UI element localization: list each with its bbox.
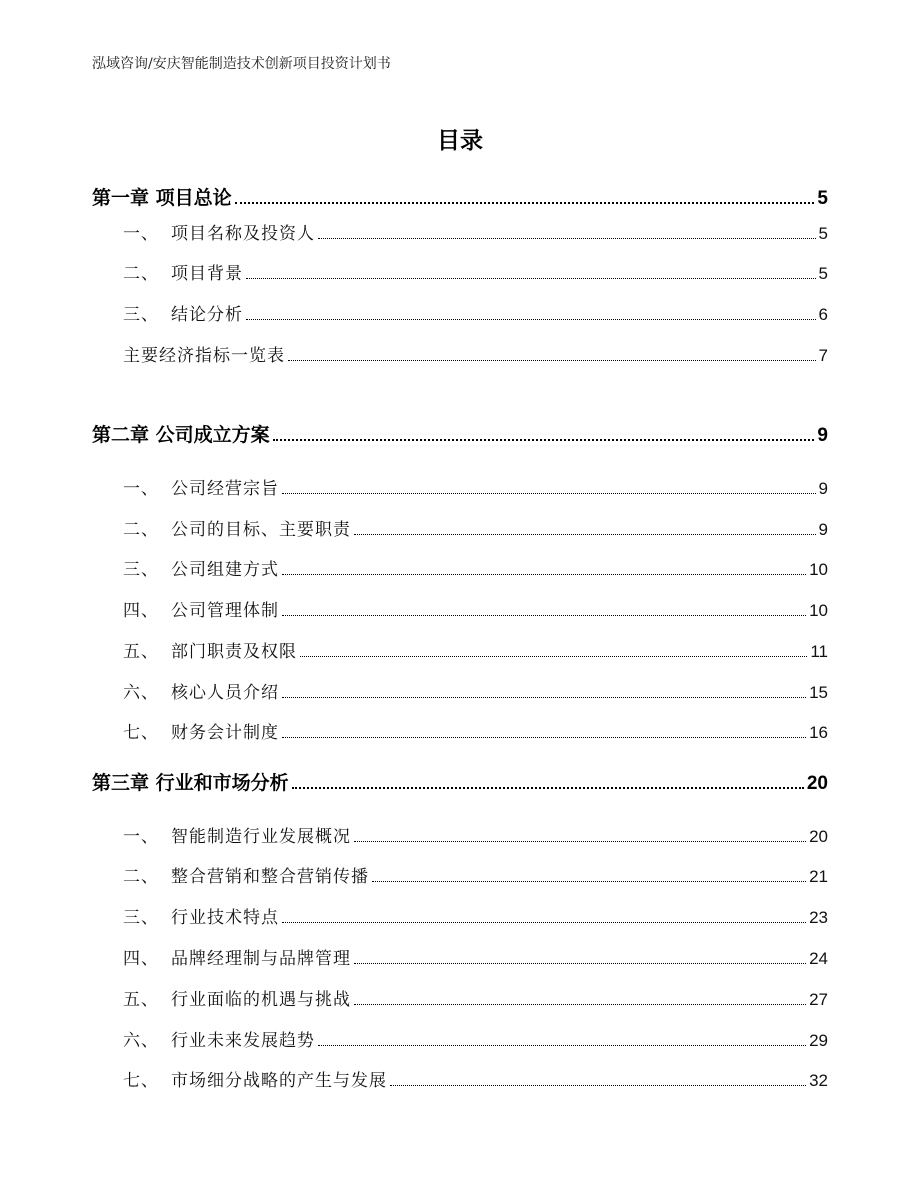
toc-entry-label: 公司的目标、主要职责	[171, 520, 351, 540]
toc-entry-label: 主要经济指标一览表	[123, 346, 285, 366]
toc-page-number: 27	[809, 990, 828, 1009]
toc-page-number: 9	[817, 425, 828, 446]
dot-leader	[288, 359, 816, 361]
toc-entry-label: 整合营销和整合营销传播	[171, 867, 369, 887]
toc-entry-number: 七、	[123, 723, 159, 743]
toc-entry-label: 行业面临的机遇与挑战	[171, 990, 351, 1010]
toc-page-number: 20	[809, 827, 828, 846]
toc-entry-number: 三、	[123, 305, 159, 325]
dot-leader	[390, 1084, 806, 1086]
dot-leader	[282, 573, 806, 575]
toc-page-number: 16	[809, 723, 828, 742]
toc-entry-label: 行业技术特点	[171, 908, 279, 928]
toc-entry-number: 四、	[123, 949, 159, 969]
dot-leader	[372, 880, 806, 882]
dot-leader	[282, 696, 806, 698]
toc-section-entry[interactable]	[123, 718, 828, 743]
toc-entry-label: 品牌经理制与品牌管理	[171, 949, 351, 969]
toc-page-number: 7	[818, 346, 828, 365]
toc-section-entry[interactable]	[123, 259, 828, 284]
toc-entry-label: 结论分析	[171, 305, 243, 325]
dot-leader	[282, 492, 816, 494]
toc-page-number: 21	[809, 867, 828, 886]
toc-page-number: 15	[809, 683, 828, 702]
toc-entry-number: 二、	[123, 867, 159, 887]
toc-section-entry[interactable]	[123, 474, 828, 499]
toc-section-entry[interactable]	[123, 555, 828, 580]
toc-entry-label: 第三章 行业和市场分析	[92, 772, 289, 794]
toc-section-entry[interactable]	[123, 637, 828, 662]
dot-leader	[354, 840, 806, 842]
toc-page-number: 32	[809, 1071, 828, 1090]
toc-entry-label: 第二章 公司成立方案	[92, 424, 270, 446]
toc-entry-label: 公司管理体制	[171, 601, 279, 621]
toc-page-number: 29	[809, 1031, 828, 1050]
page-header: 泓域咨询/安庆智能制造技术创新项目投资计划书	[92, 56, 391, 72]
toc-section-entry[interactable]	[123, 822, 828, 847]
toc-page-number: 10	[809, 560, 828, 579]
toc-entry-label: 公司经营宗旨	[171, 479, 279, 499]
toc-section-entry[interactable]	[123, 219, 828, 244]
toc-entry-number: 一、	[123, 224, 159, 244]
toc-page-number: 5	[818, 264, 828, 283]
toc-section-entry[interactable]	[123, 903, 828, 928]
dot-leader	[300, 655, 807, 657]
toc-page-number: 11	[810, 642, 828, 661]
toc-entry-label: 第一章 项目总论	[92, 187, 232, 209]
toc-page-number: 9	[818, 479, 828, 498]
toc-section-entry[interactable]	[123, 341, 828, 366]
toc-page-number: 9	[818, 520, 828, 539]
toc-title: 目录	[437, 128, 483, 154]
dot-leader	[282, 921, 806, 923]
toc-section-entry[interactable]	[123, 1066, 828, 1091]
toc-section-entry[interactable]	[123, 944, 828, 969]
toc-entry-label: 市场细分战略的产生与发展	[171, 1071, 387, 1091]
toc-entry-number: 三、	[123, 908, 159, 928]
toc-entry-label: 部门职责及权限	[171, 642, 297, 662]
toc-entry-number: 二、	[123, 520, 159, 540]
dot-leader	[282, 736, 806, 738]
toc-entry-number: 六、	[123, 683, 159, 703]
toc-section-entry[interactable]	[123, 596, 828, 621]
toc-entry-number: 七、	[123, 1071, 159, 1091]
toc-page-number: 10	[809, 601, 828, 620]
toc-chapter-entry[interactable]	[92, 183, 828, 210]
toc-entry-number: 五、	[123, 990, 159, 1010]
toc-entry-number: 五、	[123, 642, 159, 662]
toc-page-number: 5	[817, 188, 828, 209]
toc-entry-number: 三、	[123, 560, 159, 580]
toc-entry-label: 核心人员介绍	[171, 683, 279, 703]
toc-section-entry[interactable]	[123, 300, 828, 325]
toc-entry-label: 项目名称及投资人	[171, 224, 315, 244]
dot-leader	[318, 1044, 806, 1046]
dot-leader	[273, 438, 815, 441]
toc-entry-label: 项目背景	[171, 264, 243, 284]
toc-entry-label: 公司组建方式	[171, 560, 279, 580]
toc-entry-number: 一、	[123, 479, 159, 499]
toc-section-entry[interactable]	[123, 1026, 828, 1051]
dot-leader	[246, 277, 816, 279]
toc-section-entry[interactable]	[123, 862, 828, 887]
dot-leader	[354, 1003, 806, 1005]
toc-page-number: 6	[818, 305, 828, 324]
toc-page-number: 23	[809, 908, 828, 927]
toc-page-number: 5	[818, 224, 828, 243]
dot-leader	[292, 786, 804, 789]
toc-section-entry[interactable]	[123, 678, 828, 703]
toc-chapter-entry[interactable]	[92, 768, 828, 795]
toc-entry-number: 六、	[123, 1031, 159, 1051]
dot-leader	[354, 962, 806, 964]
toc-section-entry[interactable]	[123, 985, 828, 1010]
dot-leader	[318, 237, 816, 239]
toc-entry-number: 一、	[123, 827, 159, 847]
dot-leader	[235, 201, 815, 204]
toc-page-number: 20	[806, 773, 828, 794]
toc-page-number: 24	[809, 949, 828, 968]
toc-entry-label: 行业未来发展趋势	[171, 1031, 315, 1051]
toc-section-entry[interactable]	[123, 515, 828, 540]
toc-entry-number: 二、	[123, 264, 159, 284]
toc-entry-label: 财务会计制度	[171, 723, 279, 743]
dot-leader	[354, 533, 816, 535]
toc-entry-number: 四、	[123, 601, 159, 621]
toc-chapter-entry[interactable]	[92, 420, 828, 447]
dot-leader	[246, 318, 816, 320]
toc-entry-label: 智能制造行业发展概况	[171, 827, 351, 847]
dot-leader	[282, 614, 806, 616]
